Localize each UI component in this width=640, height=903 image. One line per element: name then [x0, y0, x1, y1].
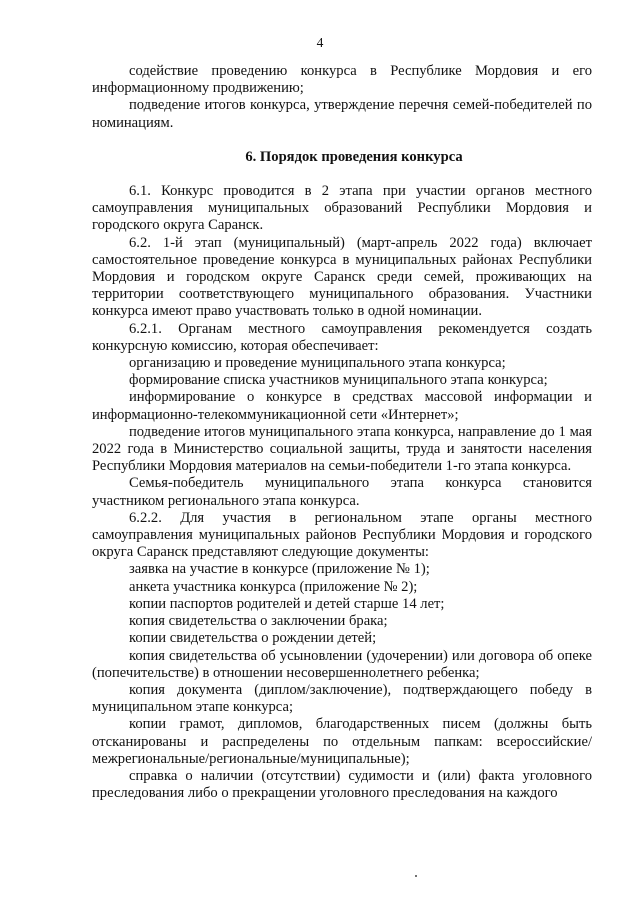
- list-item: формирование списка участников муниципального этапа конкурса;: [129, 372, 548, 389]
- paragraph: 6.2.1. Органам местного самоуправления рекомендуется создать конкурсную комиссию, которая обеспечивает:: [92, 320, 592, 354]
- list-item: копии грамот, дипломов, благодарственных писем (должны быть отсканированы и распределены по отдельным папкам: всероссийские/межрегиональные/региональные/муниципальные);: [92, 716, 592, 767]
- list-item: копии паспортов родителей и детей старше 14 лет;: [129, 595, 445, 612]
- section-heading-text: 6. Порядок проведения конкурса: [245, 148, 463, 165]
- list-item: копии свидетельства о рождении детей;: [129, 630, 377, 647]
- paragraph: Семья-победитель муниципального этапа конкурса становится участником регионального этапа конкурса.: [92, 475, 592, 509]
- list-item: копия свидетельства об усыновлении (удочерении) или договора об опеке (попечительстве) в отношении несовершеннолетнего ребенка;: [92, 647, 592, 681]
- page-number: 4: [316, 35, 324, 50]
- paragraph: подведение итогов конкурса, утверждение перечня семей-победителей по номинациям.: [92, 97, 592, 131]
- list-item: заявка на участие в конкурсе (приложение № 1);: [129, 561, 430, 578]
- list-item: информирование о конкурсе в средствах массовой информации и информационно-телекоммуникационной сети «Интернет»;: [92, 389, 592, 423]
- list-item: подведение итогов муниципального этапа конкурса, направление до 1 мая 2022 года в Министерство социальной защиты, труда и занятости населения Республики Мордовия материалов на семьи-победители 1-го этапа конкурса.: [92, 423, 592, 475]
- paragraph: 6.1. Конкурс проводится в 2 этапа при участии органов местного самоуправления муниципальных образований Республики Мордовия и городского округа Саранск.: [92, 183, 592, 234]
- section-heading: [92, 149, 592, 166]
- paragraph: 6.2. 1-й этап (муниципальный) (март-апрель 2022 года) включает самостоятельное проведение конкурса в муниципальных районах Республики Мордовия и городском округе Саранск среди семей, проживающих на территории соответствующего муниципального образования. Участники конкурса имеют право участвовать только в одной номинации.: [92, 234, 592, 320]
- paragraph: 6.2.2. Для участия в региональном этапе органы местного самоуправления муниципальных районов Республики Мордовия и городского округа Саранск представляют следующие документы:: [92, 509, 592, 561]
- scan-speck: [415, 875, 417, 877]
- list-item: справка о наличии (отсутствии) судимости и (или) факта уголовного преследования либо о прекращении уголовного преследования на каждого: [92, 767, 592, 802]
- list-item: копия свидетельства о заключении брака;: [129, 613, 388, 630]
- list-item: организацию и проведение муниципального этапа конкурса;: [129, 355, 506, 372]
- list-item: копия документа (диплом/заключение), подтверждающего победу в муниципальном этапе конкурса;: [92, 681, 592, 716]
- paragraph: содействие проведению конкурса в Республике Мордовия и его информационному продвижению;: [92, 63, 592, 97]
- document-body: [92, 63, 592, 802]
- list-item: анкета участника конкурса (приложение № 2);: [129, 578, 418, 595]
